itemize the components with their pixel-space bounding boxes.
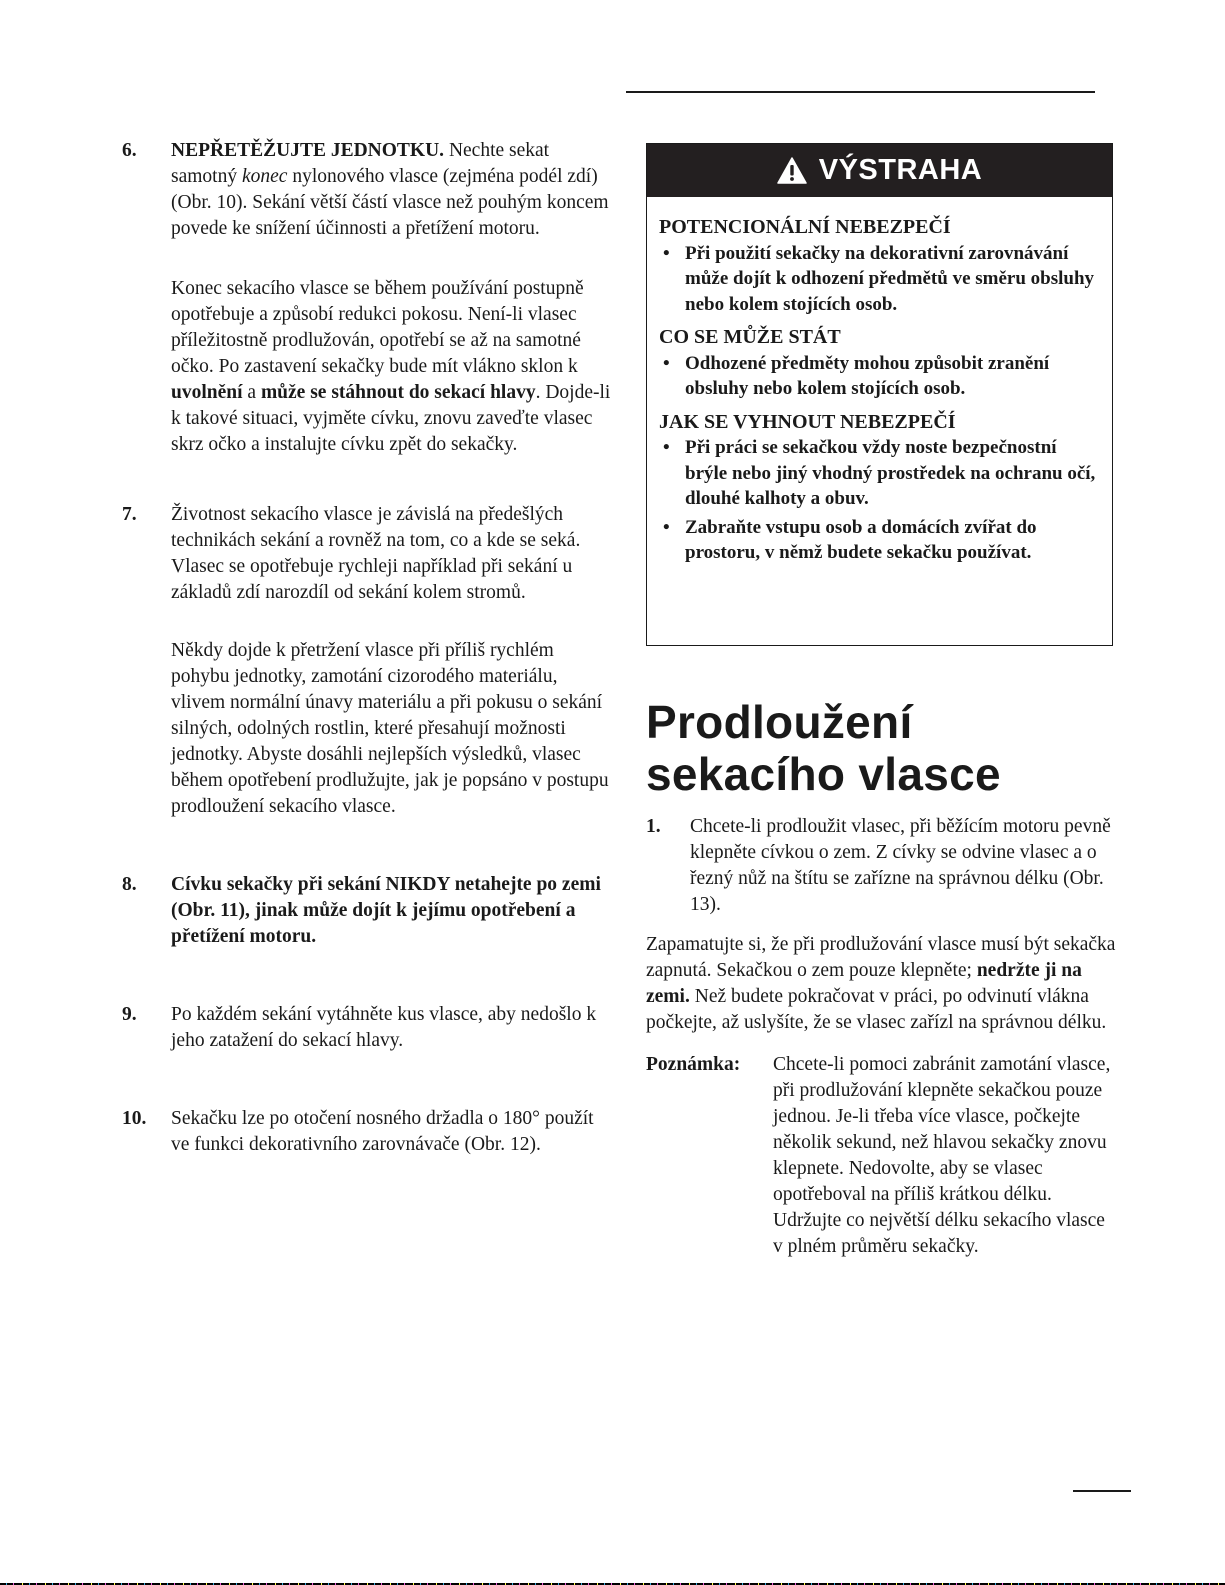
list-item-6 [122, 138, 612, 242]
warning-heading-what-can-happen: CO SE MŮŽE STÁT [659, 326, 841, 348]
section-title: Prodloužení sekacího vlasce [646, 696, 1001, 800]
item-6-paragraph-2: Konec sekacího vlasce se během používání postupně opotřebuje a způsobí redukci pokosu. Není-li vlasec příležitostně prodlužován, opotřebí se až na samotné očko. Po zastavení sekačky bude mít vlákno sklon k uvolnění a může se stáhnout do sekací hlavy. Dojde-li k takové situaci, vyjměte cívku, znovu zaveďte vlasec skrz očko a instalujte cívku zpět do sekačky. [171, 278, 611, 455]
item-10-text: Sekačku lze po otočení nosného držadla o 180° použít ve funkci dekorativního zarovnávače (Obr. 12). [171, 1108, 594, 1155]
reminder-bold: nedržte ji na zemi. [646, 960, 1082, 1007]
footer-rule [1073, 1490, 1131, 1492]
left-column [122, 138, 612, 1158]
reminder-paragraph: Zapamatujte si, že při prodlužování vlasce musí být sekačka zapnutá. Sekačkou o zem pouze klepněte; nedržte ji na zemi. Než budete pokračovat v práci, po odvinutí vlákna počkejte, až uslyšíte, že se vlasec zařízl na správnou délku. [646, 934, 1116, 1033]
warning-title: VÝSTRAHA [818, 154, 983, 186]
item-number: 6. [122, 140, 137, 161]
step-number: 1. [646, 816, 661, 837]
note [646, 1052, 1116, 1260]
warning-heading-potential-hazard: POTENCIONÁLNÍ NEBEZPEČÍ [659, 216, 951, 238]
right-column [646, 143, 1116, 1260]
item-9-text: Po každém sekání vytáhněte kus vlasce, aby nedošlo k jeho zatažení do sekací hlavy. [171, 1004, 597, 1051]
step-1 [646, 814, 1116, 918]
list-item-7 [122, 502, 612, 606]
warning-header [647, 144, 1112, 197]
warning-bullet: • Při práci se sekačkou vždy noste bezpečnostní brýle nebo jiný vhodný prostředek na ochranu očí, dlouhé kalhoty a obuv. [659, 435, 1100, 512]
warning-bullet: • Odhozené předměty mohou způsobit zranění obsluhy nebo kolem stojících osob. [659, 351, 1100, 402]
item-number: 8. [122, 874, 137, 895]
item-6-bold-lead: NEPŘETĚŽUJTE JEDNOTKU. [171, 140, 445, 161]
item-7-text: Životnost sekacího vlasce je závislá na předešlých technikách sekání a rovněž na tom, co a kde se seká. Vlasec se opotřebuje rychleji například při sekání u základů zdí narozdíl od sekání kolem stromů. [171, 504, 581, 603]
warning-bullet: • Při použití sekačky na dekorativní zarovnávání může dojít k odhození předmětů ve směru obsluhy nebo kolem stojících osob. [659, 241, 1100, 318]
step-1-text: Chcete-li prodloužit vlasec, při běžícím motoru pevně klepněte cívkou o zem. Z cívky se odvine vlasec a o řezný nůž na štítu se zařízne na správnou délku (Obr. 13). [690, 816, 1111, 915]
list-item-10 [122, 1106, 612, 1158]
warning-body [647, 197, 1112, 566]
item-6-text: NEPŘETĚŽUJTE JEDNOTKU. Nechte sekat samotný konec nylonového vlasce (zejména podél zdí) (Obr. 10). Sekání větší částí vlasce než pouhým koncem povede ke snížení účinnosti a přetížení motoru. [171, 140, 609, 239]
emphasis-konec: konec [241, 166, 288, 187]
list-item-8 [122, 872, 612, 950]
note-label: Poznámka: [646, 1054, 741, 1075]
warning-triangle-icon [777, 157, 807, 184]
item-number: 10. [122, 1108, 147, 1129]
item-number: 9. [122, 1004, 137, 1025]
item-8-text: Cívku sekačky při sekání NIKDY netahejte po zemi (Obr. 11), jinak může dojít k jejímu opotřebení a přetížení motoru. [171, 874, 601, 947]
warning-box [646, 143, 1113, 646]
warning-bullet: • Zabraňte vstupu osob a domácích zvířat do prostoru, v němž budete sekačku používat. [659, 515, 1100, 566]
item-7-paragraph-2: Někdy dojde k přetržení vlasce při příliš rychlém pohybu jednotky, zamotání cizorodého materiálu, vlivem normální únavy materiálu a při pokusu o sekání silných, odolných rostlin, které přesahují možnosti jednotky. Abyste dosáhli nejlepších výsledků, vlasec během opotřebení prodlužujte, jak je popsáno v postupu prodloužení sekacího vlasce. [171, 640, 609, 817]
note-text: Chcete-li pomoci zabránit zamotání vlasce, při prodlužování klepněte sekačkou pouze jednou. Je-li třeba více vlasce, počkejte několik sekund, než hlavou sekačky znovu klepnete. Nedovolte, aby se vlasec opotřeboval na příliš krátkou délku. Udržujte co největší délku sekacího vlasce v plném průměru sekačky. [773, 1054, 1111, 1257]
item-number: 7. [122, 504, 137, 525]
warning-heading-how-to-avoid: JAK SE VYHNOUT NEBEZPEČÍ [659, 410, 956, 433]
list-item-9 [122, 1002, 612, 1054]
header-rule [626, 91, 1095, 93]
